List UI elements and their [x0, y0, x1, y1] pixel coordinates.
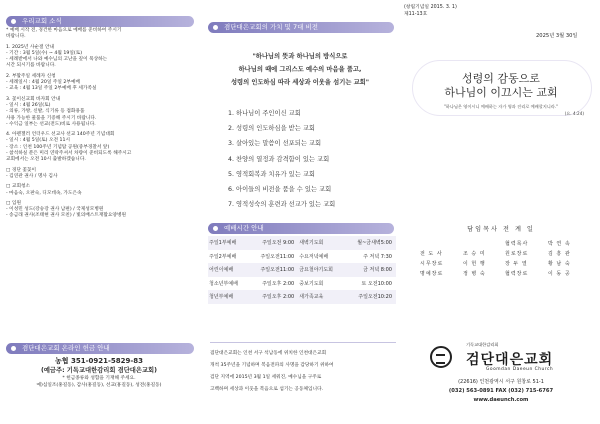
motto-line: 하나님이 이끄시는 교회 — [444, 86, 558, 99]
vision-item: 6. 아이들의 비전을 품을 수 있는 교회 — [228, 186, 332, 194]
vision-item: 7. 영적성숙의 훈련과 선교가 있는 교회 — [228, 201, 336, 209]
news-line: □ 경단 꽃꽂이 — [6, 167, 37, 173]
offering-note: * 헌금종류와 성함을 기재해 주세요. — [62, 376, 136, 381]
vision-item: 5. 영적회복과 치유가 있는 교회 — [228, 170, 316, 178]
vision-line: 하나님의 때에 그리스도 예수의 마음을 품고, — [238, 66, 362, 73]
vision-item: 2. 성령의 인도하심을 받는 교회 — [228, 125, 316, 133]
column-right — [402, 0, 600, 424]
vision-item: 1. 하나님이 주인이신 교회 — [228, 110, 301, 117]
staff-cell: 전 도 사 — [420, 250, 443, 257]
news-line: - 의류, 가방, 신발, 식기류 등 접화용품 — [6, 109, 85, 115]
service-name: 주일1부예배 — [208, 236, 248, 250]
bullet-icon — [213, 226, 218, 231]
staff-cell: 박 연 속 — [548, 240, 571, 247]
church-address: (22616) 인천광역시 서구 원창로 51-1 — [458, 379, 544, 385]
table-row — [418, 268, 588, 278]
vision-line: "하나님의 뜻과 하나님의 방식으로 — [252, 53, 348, 60]
account-holder: (예금주: 기독교대한감리회 겸단대은교회) — [40, 367, 158, 374]
service-name: 수요저녁예배 — [299, 253, 329, 260]
church-motto — [402, 72, 600, 100]
news-line: 교회에서는 오전 10시 출발하겠습니다. — [6, 157, 86, 163]
staff-cell: 정 병 숙 — [463, 270, 486, 277]
service-name: 청소년부예배 — [209, 280, 238, 287]
worship-header — [208, 223, 394, 234]
history-line: 고백하며 세상과 이웃을 복음으로 섬기는 공동체입니다. — [210, 387, 324, 392]
staff-cell: 김 흥 관 — [548, 250, 571, 257]
service-name: 주일2부예배 — [209, 253, 237, 260]
offering-header — [6, 343, 194, 354]
table-row — [418, 248, 588, 258]
column-left — [0, 0, 198, 424]
news-header — [6, 16, 194, 27]
church-history — [210, 342, 396, 396]
bank-account: 농협 351-0921-5829-83 — [55, 357, 143, 365]
service-time: 주일오전11:00 — [248, 263, 298, 277]
church-name-english: Goomdan Daeeun Church — [486, 367, 554, 372]
news-line: 사용 가능한 물품을 기증해 주시기 바랍니다. — [6, 115, 97, 121]
motto-verse: "하나님은 영이시니 예배하는 자가 영과 진리로 예배할지니라." — [443, 104, 559, 109]
table-row — [418, 258, 588, 268]
church-logo — [422, 336, 592, 376]
bullet-icon — [11, 19, 16, 24]
service-time: 주일오후 2:00 — [262, 280, 295, 287]
news-line: - 이성민 성도(강숭강 권사 남편) / 국제성모병원 — [6, 207, 104, 213]
staff-cell: 이 헌 행 — [463, 260, 486, 267]
bullet-icon — [11, 346, 16, 351]
table-row — [208, 250, 396, 264]
service-name: 금요철야기도회 — [298, 263, 344, 277]
news-line: - 참석하실 분은 미리 연락주셔서 차량이 준비되도록 해주시고 — [6, 151, 132, 157]
news-line: 3. 꽃이신교회 바자회 안내 — [6, 96, 61, 102]
service-name: 새가족교육 — [298, 290, 344, 304]
service-time: 주일오전11:00 — [260, 253, 295, 260]
staff-cell: 시무장로 — [420, 260, 444, 267]
history-line: 검단 지역에 2015년 3월 1일 세워진, 예수님을 구주로 — [210, 375, 322, 380]
news-line: 4. 아펜젤러 언더우드 선교사 선교 140주년 기념대회 — [6, 132, 115, 138]
church-phone: (032) 563-0891 FAX (032) 715-6767 — [448, 388, 554, 394]
church-emblem-icon — [430, 346, 452, 368]
news-line: - 기간 : 3월 5일(수) ~ 4월 19일(토) — [6, 50, 83, 56]
vision-item: 4. 찬양의 열정과 감격함이 있는 교회 — [228, 155, 330, 163]
news-line: - 수익금 일부는 선교(전도)비로 사용됩니다. — [6, 121, 96, 127]
news-line: □ 교회청소 — [6, 184, 31, 190]
staff-table — [418, 238, 588, 278]
vision-list — [228, 106, 396, 212]
senior-pastor: 담임목사 전 계 일 — [467, 226, 535, 233]
service-name: 중보기도회 — [299, 280, 324, 287]
staff-cell: 명예장로 — [420, 270, 444, 277]
bullet-icon — [213, 25, 218, 30]
service-time: 주일오전 9:00 — [248, 236, 298, 250]
worship-table — [208, 236, 396, 304]
service-time: 주일오전10:20 — [345, 290, 396, 304]
service-time: 금 저녁 8:00 — [345, 263, 396, 277]
news-line: - 세례일시 : 4월 20일 주일 2부예배 — [6, 80, 80, 86]
table-row — [418, 238, 588, 248]
news-line: 1. 2025년 사순절 안내 — [6, 44, 55, 50]
table-row — [208, 277, 396, 291]
motto-line: 성령의 감동으로 — [462, 72, 540, 85]
staff-cell: 원로장로 — [504, 250, 529, 257]
vision-statement — [202, 50, 398, 89]
table-row — [208, 290, 396, 304]
offering-title: 겸단대은교회 온라인 헌금 안내 — [22, 344, 110, 352]
table-row — [208, 236, 396, 250]
history-line: 개척 35주년을 기념하며 복음전파의 사명을 감당하기 위하여 — [210, 363, 334, 368]
staff-cell — [418, 238, 461, 248]
vision-item: 3. 살아있는 말씀이 선포되는 교회 — [228, 140, 322, 148]
news-line: * 예배 시작 전, 경건한 마음으로 예배를 준비하여 주시기 — [6, 28, 122, 33]
column-middle — [202, 0, 398, 424]
church-name: 검단대은교회 — [466, 352, 554, 368]
staff-cell — [461, 238, 503, 248]
staff-cell: 협력목사 — [504, 240, 529, 247]
staff-cell: 황 남 숙 — [548, 260, 571, 267]
founding-date: (창립기념일 2015. 3. 1) — [404, 5, 457, 10]
news-line: 2. 부활주일 세례자 신청 — [6, 73, 56, 79]
contact-info — [402, 378, 600, 405]
news-line: - 일시 : 4월 5일(토) 오전 11시 — [6, 138, 71, 144]
staff-cell: 조 승 미 — [463, 250, 486, 257]
vision-title: 겸단대은교회의 가치 및 7대 비전 — [224, 23, 319, 31]
bulletin-date: 2025년 3월 30일 — [536, 33, 578, 39]
service-name: 청년부예배 — [208, 290, 248, 304]
staff-cell: 장 두 열 — [504, 260, 528, 267]
news-line: 바랍니다. — [6, 34, 26, 40]
news-line: - 일시 : 4월 26일(토) — [6, 102, 51, 108]
news-line: - 마음숙, 오판숙, 디모데속, 가도은속 — [6, 190, 82, 196]
staff-cell: 이 동 공 — [548, 270, 571, 277]
news-line: - 교육 : 4월 13일 주일 2부예배 후 세가족실 — [6, 86, 97, 92]
staff-cell: 협력장로 — [504, 270, 529, 277]
table-row — [208, 263, 396, 277]
bulletin-info — [404, 4, 457, 18]
service-time: 주 저녁 7:30 — [363, 253, 392, 260]
offering-example: 예)십일조(홍길동), 감사(홍길동), 선교(홍길동), 성전(홍길동) — [36, 383, 162, 388]
news-line: - 송금래 권사(조태현 권사 모친) / 빛의배스트재활요양병원 — [6, 213, 127, 219]
service-name: 새벽기도회 — [298, 236, 344, 250]
service-time: 월~금새벽5:00 — [345, 236, 396, 250]
news-line: □ 입원 — [6, 200, 21, 206]
service-time: 토 오전10:00 — [361, 280, 392, 287]
vision-header — [208, 22, 394, 33]
service-name: 어린이예배 — [208, 263, 248, 277]
news-line: - 김연관 권사 / 명사 김사 — [6, 173, 58, 179]
news-line: - 장소 : 인천 100주년 기념탑 공원(중부경찰서 앞) — [6, 144, 110, 150]
news-line: 시간 되시기를 바랍니다. — [6, 63, 56, 69]
denomination-name: 기독교대한감리회 — [466, 342, 499, 347]
vision-line: 성령의 인도하심 따라 세상과 이웃을 섬기는 교회" — [230, 79, 370, 86]
news-line: - 세례받에서 나와 예수님의 고난을 깊이 묵상하는 — [6, 57, 108, 63]
verse-reference: (요. 4:24) — [564, 111, 584, 116]
bulletin-volume: 제11-13호 — [404, 12, 428, 17]
news-title: 우리교회 소식 — [22, 17, 62, 25]
offering-info — [0, 356, 198, 389]
service-time: 주일오후 2:00 — [248, 290, 298, 304]
news-list — [6, 28, 194, 220]
church-website[interactable]: www.daeunch.com — [473, 397, 529, 403]
history-line: 겸단대은교회는 인천 서구 석남동에 위치한 인천대은교회 — [210, 351, 327, 356]
worship-title: 예배시간 안내 — [224, 224, 264, 232]
